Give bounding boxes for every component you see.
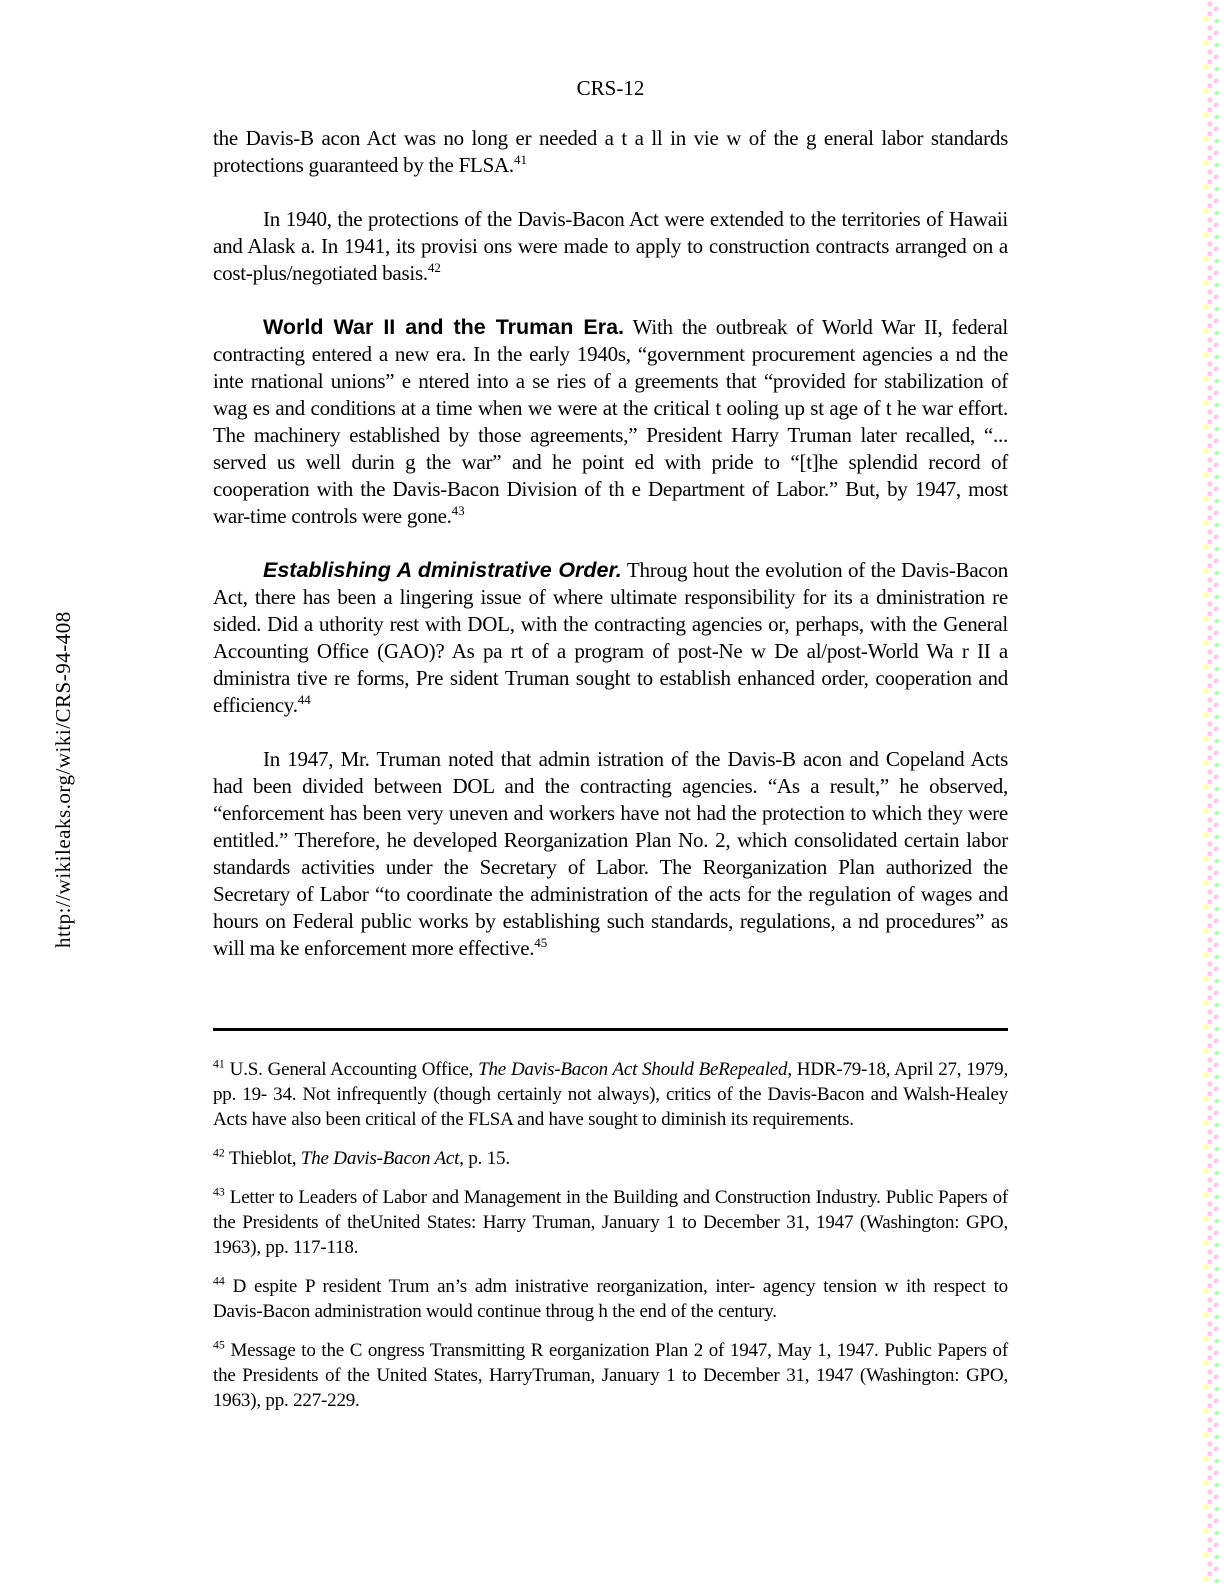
footnote-reference-number: 43 [213,1185,225,1199]
footnote-43 [213,1185,1008,1260]
footnote-reference-number: 42 [427,260,441,275]
footnote-42 [213,1146,1008,1171]
paragraph-establishing-admin-order [213,557,1008,719]
paragraph-1947-reorganization [213,746,1008,962]
footnotes-section [213,1057,1008,1413]
continuation-paragraph [213,125,1008,179]
page-edge-decorative-pattern [1198,0,1224,1584]
footnote-reference-number: 45 [534,935,548,950]
footnote-reference-number: 43 [451,503,465,518]
text-segment: The Davis-Bacon Act [300,1148,460,1169]
footnote-reference-number: 44 [213,1274,225,1288]
text-segment: the Davis-B acon Act was no long er needed a t a ll in vie w of the g eneral labor standards protections guaranteed by the FLSA. [213,126,1008,177]
paragraph-wwii-truman-era [213,314,1008,530]
section-heading-world-war-2: World War II and the Truman Era. [263,315,625,339]
footnote-45 [213,1338,1008,1413]
text-segment: U.S. General Accounting Office, [224,1059,479,1080]
footnote-reference-number: 44 [297,692,311,707]
footnote-44 [213,1274,1008,1324]
text-segment: Message to the C ongress Transmitting R eorganization Plan 2 of 1947, May 1, 1947. Public Papers of the Presidents of the United States, HarryTruman, January 1 to December 31, 1947 (Washington: GPO, 1963), pp. 227-229. [213,1340,1008,1411]
text-segment: Letter to Leaders of Labor and Management in the Building and Construction Industry. Public Papers of the Presidents of theUnited States: Harry Truman, January 1 to December 31, 1947 (Washington: GPO, 1963), pp. 117-118. [213,1187,1008,1258]
footnote-reference-number: 41 [213,1057,225,1071]
page-number-header: CRS-12 [576,76,645,100]
section-heading-establishing-administrative-order: Establishing A dministrative Order. [263,558,622,582]
text-segment: D espite P resident Trum an’s adm inistrative reorganization, inter- agency tension w ith respect to Davis-Bacon administration would continue throug h the end of the century. [213,1276,1008,1322]
footnote-reference-number: 45 [213,1338,225,1352]
footnote-41 [213,1057,1008,1132]
footnote-reference-number: 42 [213,1146,225,1160]
text-segment: In 1947, Mr. Truman noted that admin istration of the Davis-B acon and Copeland Acts had been divided between DOL and the contracting agencies. “As a result,” he observed, “enforcement has been very uneven and workers have not had the protection to which they were entitled.” Therefore, he developed Reorganization Plan No. 2, which consolidated certain labor standards activities under the Secretary of Labor. The Reorganization Plan authorized the Secretary of Labor “to coordinate the administration of the acts for the regulation of wages and hours on Federal public works by establishing such standards, regulations, a nd procedures” as will ma ke enforcement more effective. [213,747,1008,960]
body-text [213,125,1008,962]
text-segment: The Davis-Bacon Act Should BeRepealed [478,1059,788,1080]
text-segment: In 1940, the protections of the Davis-Bacon Act were extended to the territories of Hawaii and Alask a. In 1941, its provisi ons were made to apply to construction contracts arranged on a cost-plus/negotiated basis. [213,207,1008,285]
text-segment: , p. 15. [459,1148,510,1169]
text-segment: With the outbreak of World War II, federal contracting entered a new era. In the early 1940s, “government procurement agencies a nd the inte rnational unions” e ntered into a se ries of a greements that “provided for stabilization of wag es and conditions at a time when we were at the critical t ooling up st age of t he war effort. The machinery established by those agreements,” President Harry Truman later recalled, “... served us well durin g the war” and he point ed with pride to “[t]he splendid record of cooperation with the Davis-Bacon Division of th e Department of Labor.” But, by 1947, most war-time controls were gone. [213,315,1008,528]
document-page-content [213,75,1008,1413]
paragraph-1940-extension [213,206,1008,287]
text-segment: , HDR-79-18, April 27, 1979, pp. 19- 34. Not infrequently (though certainly not always), critics of the Davis-Bacon and Walsh-Healey Acts have also been critical of the FLSA and have sought to diminish its requirements. [213,1059,1008,1130]
text-segment: Throug hout the evolution of the Davis-Bacon Act, there has been a lingering issue of where ultimate responsibility for its a dministration re sided. Did a uthority rest with DOL, with the contracting agencies or, perhaps, with the General Accounting Office (GAO)? As pa rt of a program of post-Ne w De al/post-World Wa r II a dministra tive re forms, Pre sident Truman sought to establish enhanced order, cooperation and efficiency. [213,558,1008,717]
wikileaks-watermark-url: http://wikileaks.org/wiki/CRS-94-408 [51,611,75,948]
text-segment: Thieblot, [224,1148,301,1169]
footnote-reference-number: 41 [513,152,527,167]
footnote-separator-rule [213,1028,1008,1031]
